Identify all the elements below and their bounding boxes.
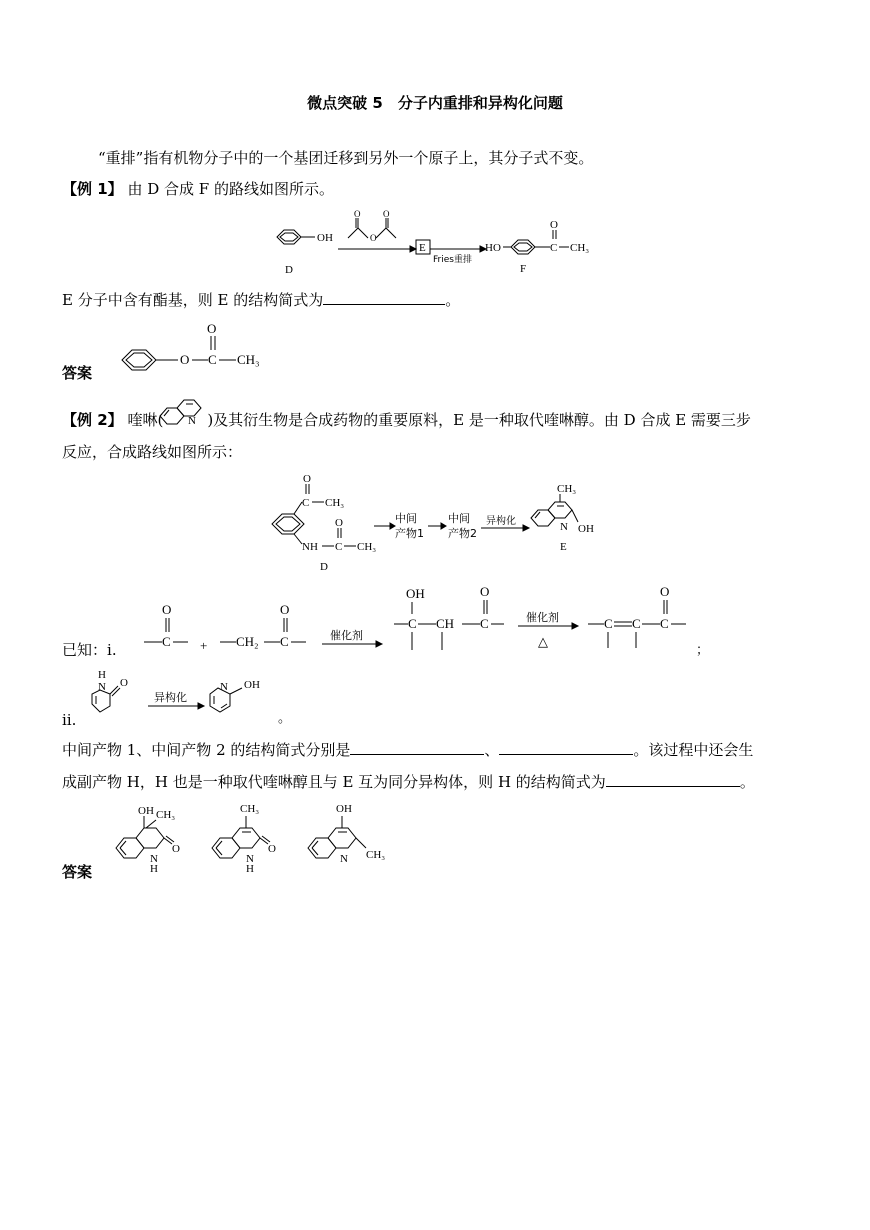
svg-text:N: N [188,415,196,427]
fries-label: Fries重排 [433,255,472,265]
compound-d-label: D [320,561,328,573]
svg-text:C: C [660,616,669,631]
svg-text:C: C [208,352,217,367]
answer-intermediate-2 [212,803,276,875]
example-2-heading: 【例 2】 喹啉( )及其衍生物是合成药物的重要原料，E 是一种取代喹啉醇。由 D 合成 E 需要三步 [62,411,751,429]
svg-text:N: N [98,681,106,693]
svg-text:OH: OH [244,679,260,691]
benzene-ring-f [511,240,535,254]
svg-text:+: + [200,638,208,653]
svg-text:O: O [550,219,558,231]
svg-text:异构化: 异构化 [154,691,187,704]
svg-text:H: H [98,669,106,681]
known-label: 已知：ⅰ. [62,641,117,659]
svg-text:C: C [335,541,343,553]
svg-text:OH: OH [138,805,154,817]
intermediate-1: 中间 [395,512,417,525]
svg-text:O: O [383,209,390,219]
ho-label: HO [485,242,501,254]
example-1-answer-structure [118,318,278,378]
svg-text:CH₃: CH₃ [557,483,577,495]
svg-text:H: H [246,863,254,875]
svg-text:CH₃: CH₃ [237,352,260,367]
svg-text:N: N [340,853,348,865]
svg-text:CH₃: CH₃ [357,541,377,553]
svg-text:O: O [120,677,128,689]
example-2-question-line2: 成副产物 H，H 也是一种取代喹啉醇且与 E 互为同分异构体，则 H 的结构简式为 。 [62,773,755,791]
isomerization-label: 异构化 [486,516,516,527]
svg-text:O: O [180,352,190,367]
example-2-text-c: 反应，合成路线如图所示： [62,443,243,461]
svg-text:△: △ [538,634,548,649]
e-label: E [419,242,426,254]
known-ii-label: ⅱ. [62,711,77,729]
svg-text:O: O [335,517,343,529]
example-2-scheme [268,470,608,580]
answer-label-2: 答案 [62,863,93,881]
example-2-tag: 【例 2】 [62,411,123,429]
svg-text:C: C [302,497,310,509]
svg-text:O: O [280,602,290,617]
svg-text:CH: CH [436,616,455,631]
intro-text: “重排”指有机物分子中的一个基团迁移到另外一个原子上，其分子式不变。 [98,149,594,167]
svg-text:C: C [480,616,489,631]
svg-text:CH₃: CH₃ [156,809,176,821]
svg-text:OH: OH [578,523,594,535]
compound-e-label: E [560,541,567,553]
known-reaction-ii [84,666,324,726]
svg-text:O: O [354,209,361,219]
svg-text:O: O [207,321,217,336]
svg-text:C: C [280,634,289,649]
svg-text:N: N [220,681,228,693]
example-1-tag: 【例 1】 [62,180,123,198]
svg-text:OH: OH [406,586,425,601]
answer-intermediate-1 [116,805,180,875]
known-reaction-i [140,584,740,664]
svg-text:O: O [172,843,180,855]
svg-text:C: C [408,616,417,631]
svg-text:N: N [560,521,568,533]
svg-text:；: ； [696,642,710,657]
svg-text:催化剂: 催化剂 [526,611,559,624]
svg-text:C: C [632,616,641,631]
example-1-question: E 分子中含有酯基，则 E 的结构简式为 。 [62,291,461,309]
svg-text:CH₃: CH₃ [240,803,260,815]
intermediate-2-blank[interactable] [499,740,633,755]
answer-blank[interactable] [323,290,445,305]
svg-text:H: H [150,863,158,875]
svg-text:C: C [550,242,558,254]
oh-label: OH [317,232,333,244]
page-title: 微点突破 5 分子内重排和异构化问题 [307,94,563,112]
svg-text:CH₂: CH₂ [236,634,259,649]
intermediate-2: 中间 [448,512,470,525]
svg-text:产物2: 产物2 [448,527,477,540]
svg-text:C: C [162,634,171,649]
compound-d-label: D [285,264,293,276]
benzene-ring-d [277,230,301,244]
svg-text:O: O [480,584,490,599]
example-2-answer-structures [112,800,422,876]
svg-text:N: N [150,853,158,865]
svg-text:NH: NH [302,541,318,553]
example-1-scheme [270,208,600,278]
svg-text:CH₃: CH₃ [325,497,345,509]
byproduct-h-blank[interactable] [606,772,740,787]
svg-text:OH: OH [336,803,352,815]
intermediate-1-blank[interactable] [350,740,484,755]
example-2-question-line1: 中间产物 1、中间产物 2 的结构简式分别是 、 。该过程中还会生 [62,741,754,759]
svg-text:O: O [660,584,670,599]
svg-text:N: N [246,853,254,865]
example-1-heading [62,179,334,199]
svg-text:O: O [268,843,276,855]
svg-text:O: O [370,233,377,243]
example-1-text: 由 D 合成 F 的路线如图所示。 [127,180,334,198]
answer-byproduct-h [308,803,385,865]
svg-text:产物1: 产物1 [395,527,424,540]
compound-f-label: F [520,263,527,275]
svg-text:CH₃: CH₃ [570,242,590,254]
svg-text:催化剂: 催化剂 [330,629,363,642]
answer-label-1: 答案 [62,364,93,382]
quinoline-structure [156,396,204,436]
svg-text:。: 。 [278,710,292,725]
acetic-anhydride [348,209,396,243]
svg-text:O: O [162,602,172,617]
svg-text:C: C [604,616,613,631]
svg-text:O: O [303,473,311,485]
svg-text:CH₃: CH₃ [366,849,386,861]
